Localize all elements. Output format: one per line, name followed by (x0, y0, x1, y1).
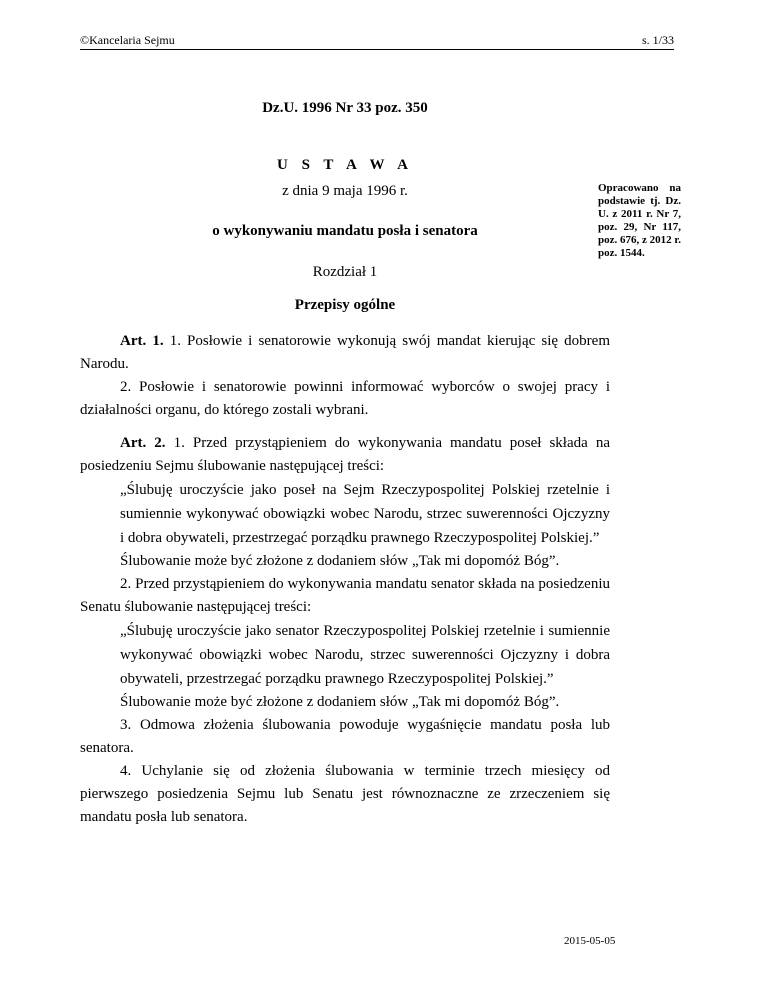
side-note: Opracowano na podstawie tj. Dz. U. z 2011 r. Nr 7, poz. 29, Nr 117, poz. 676, z 2012 r. poz. 1544. (598, 182, 682, 259)
mp-oath-note: Ślubowanie może być złożone z dodaniem słów „Tak mi dopomóż Bóg”. (120, 553, 560, 569)
page-number: s. 1/33 (641, 33, 674, 47)
article-1-label: Art. 1. (120, 333, 164, 349)
document-title: o wykonywaniu mandatu posła i senatora (212, 223, 478, 239)
senator-oath-text: „Ślubuję uroczyście jako senator Rzeczypospolitej Polskiej rzetelnie i sumiennie wykonywać obowiązki wobec Narodu, strzec suwerenności Ojczyzny i dobra obywateli, przestrzegać porządku prawnego Rzeczypospolitej Polskiej.” (120, 623, 610, 687)
chapter-number: Rozdział 1 (312, 264, 378, 280)
header-divider (80, 49, 674, 50)
article-2-paragraph-2: 2. Przed przystąpieniem do wykonywania mandatu senator składa na posiedzeniu Senatu ślubowanie następującej treści: (80, 576, 610, 615)
article-1-paragraph-2: 2. Posłowie i senatorowie powinni informować wyborców o swojej pracy i działalności organu, do którego zostali wybrani. (80, 379, 610, 418)
document-body (80, 320, 610, 829)
article-2-paragraph-4: 4. Uchylanie się od złożenia ślubowania w terminie trzech miesięcy od pierwszego posiedzenia Sejmu lub Senatu jest równoznaczne ze zrzeczeniem się mandatu posła lub senatora. (80, 763, 610, 825)
footer-date: 2015-05-05 (564, 935, 616, 947)
document-type: U S T A W A (276, 157, 414, 173)
chapter-title: Przepisy ogólne (294, 297, 396, 313)
article-2-label: Art. 2. (120, 435, 166, 451)
document-date: z dnia 9 maja 1996 r. (282, 183, 408, 199)
header-publisher: ©Kancelaria Sejmu (80, 33, 175, 47)
article-1-paragraph-1: Art. 1. 1. Posłowie i senatorowie wykonują swój mandat kierując się dobrem Narodu. (80, 333, 610, 372)
senator-oath-note: Ślubowanie może być złożone z dodaniem słów „Tak mi dopomóż Bóg”. (120, 694, 560, 710)
journal-reference: Dz.U. 1996 Nr 33 poz. 350 (262, 100, 428, 116)
article-2-paragraph-1: Art. 2. 1. Przed przystąpieniem do wykonywania mandatu poseł składa na posiedzeniu Sejmu ślubowanie następującej treści: (80, 435, 610, 474)
mp-oath-text: „Ślubuję uroczyście jako poseł na Sejm Rzeczypospolitej Polskiej rzetelnie i sumiennie wykonywać obowiązki wobec Narodu, strzec suwerenności Ojczyzny i dobra obywateli, przestrzegać porządku prawnego Rzeczypospolitej Polskiej.” (120, 482, 610, 546)
article-2-paragraph-3: 3. Odmowa złożenia ślubowania powoduje wygaśnięcie mandatu posła lub senatora. (80, 717, 610, 756)
